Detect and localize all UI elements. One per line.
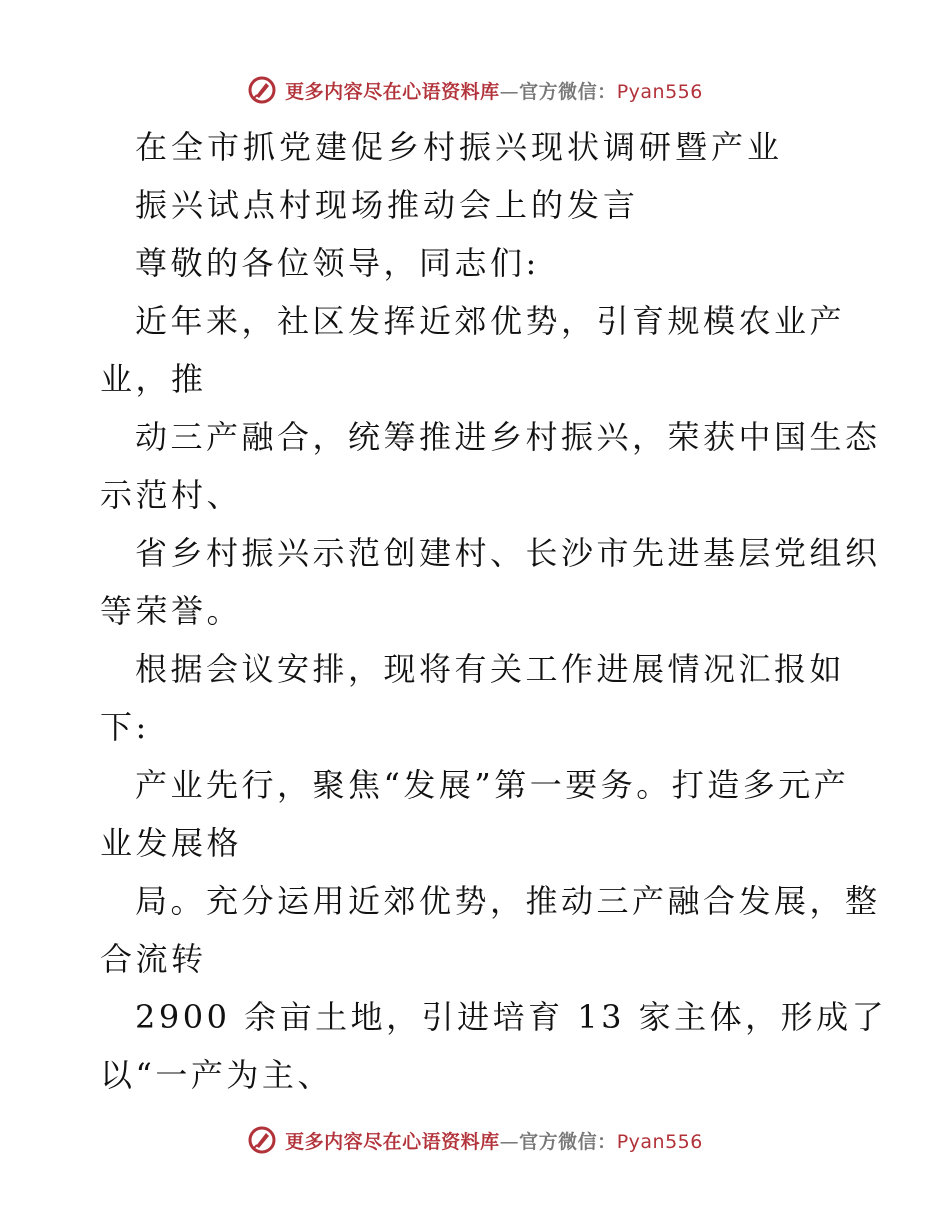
body-line: 根据会议安排，现将有关工作进展情况汇报如 [135, 650, 846, 688]
pen-nib-circle-icon [247, 1125, 277, 1155]
body-line: 等荣誉。 [100, 592, 243, 630]
watermark-official: 官方微信： [519, 80, 617, 103]
body-line: 2900 余亩土地，引进培育 13 家主体，形成了 [135, 998, 888, 1036]
body-line: 动三产融合，统筹推进乡村振兴，荣获中国生态 [135, 418, 881, 456]
pen-nib-circle-icon [247, 75, 277, 105]
body-line: 产业先行，聚焦“发展”第一要务。打造多元产 [135, 766, 850, 804]
watermark-dash: — [499, 80, 520, 103]
watermark-text [285, 1127, 703, 1154]
body-line: 业，推 [100, 360, 207, 398]
body-line: 以“一产为主、 [100, 1056, 333, 1094]
body-line: 合流转 [100, 940, 207, 978]
header-watermark [0, 70, 950, 110]
body-line: 下: [100, 708, 150, 746]
watermark-dash: — [499, 1130, 520, 1153]
body-line: 近年来，社区发挥近郊优势，引育规模农业产 [135, 302, 846, 340]
body-line: 业发展格 [100, 824, 243, 862]
body-line: 省乡村振兴示范创建村、长沙市先进基层党组织 [135, 534, 881, 572]
document-body [100, 118, 888, 1104]
footer-watermark [0, 1120, 950, 1160]
watermark-brand: 更多内容尽在心语资料库 [285, 1130, 500, 1153]
watermark-wechat-id: Pyan556 [616, 1130, 703, 1153]
watermark-wechat-id: Pyan556 [616, 80, 703, 103]
salutation: 尊敬的各位领导，同志们: [135, 244, 540, 282]
watermark-official: 官方微信： [519, 1130, 617, 1153]
watermark-brand: 更多内容尽在心语资料库 [285, 80, 500, 103]
watermark-text [285, 77, 703, 104]
body-line: 示范村、 [100, 476, 243, 514]
paragraph-lines [100, 292, 888, 1104]
title-line-2: 振兴试点村现场推动会上的发言 [135, 186, 640, 224]
title-line-1: 在全市抓党建促乡村振兴现状调研暨产业 [135, 128, 784, 166]
body-line: 局。充分运用近郊优势，推动三产融合发展，整 [135, 882, 881, 920]
